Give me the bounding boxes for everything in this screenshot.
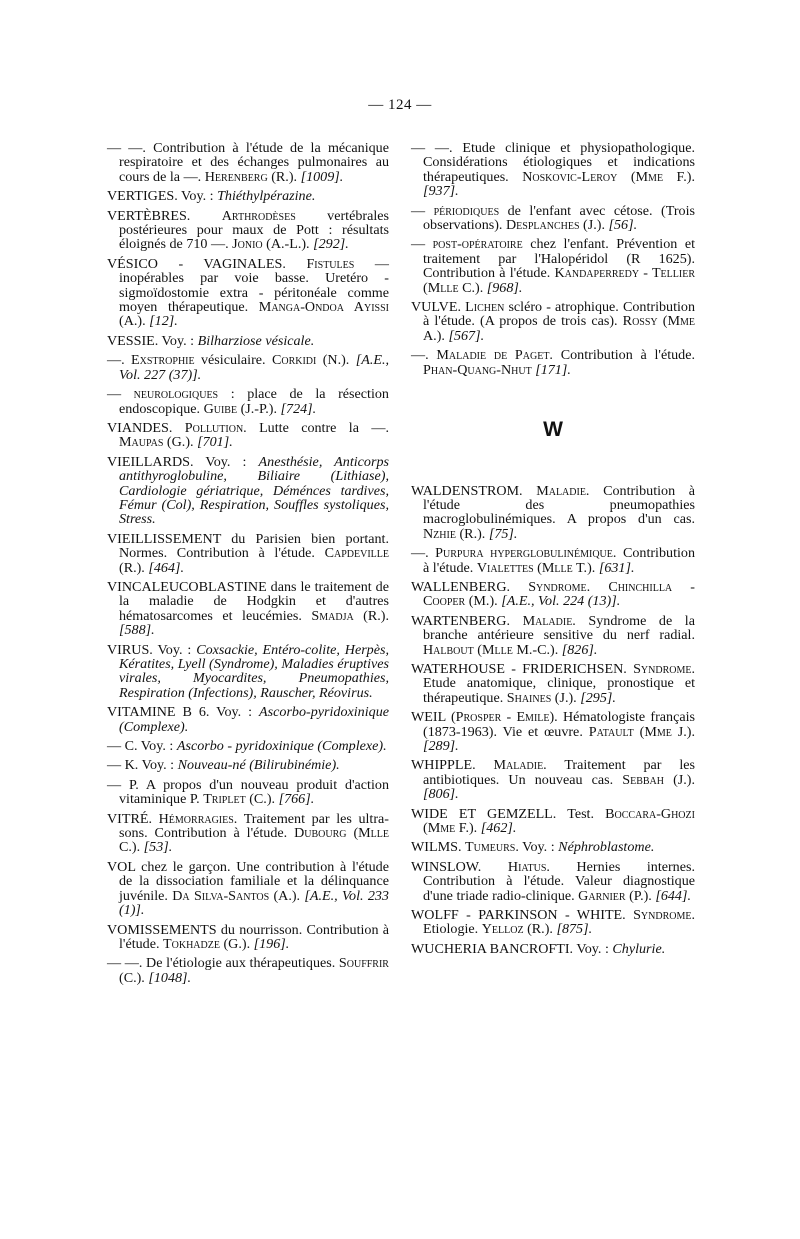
entry-author: Capdeville (R.). (119, 545, 389, 576)
entry-see-also: Nouveau-né (Bilirubinémie). (177, 757, 340, 774)
index-entry (411, 710, 695, 753)
index-entry (411, 141, 695, 199)
index-entry (107, 141, 389, 184)
entry-reference: [464]. (148, 559, 185, 576)
entry-text: — —. Contribution à l'étude de la mécanique respiratoire et des échanges pulmonaires au cours de la —. (107, 140, 389, 185)
entry-author: Phan-Quang-Nhut (423, 361, 532, 378)
entry-reference: [968]. (486, 279, 523, 296)
index-entry (411, 807, 695, 836)
entry-reference: [289]. (423, 738, 459, 754)
entry-author: Smadja (R.). (311, 607, 389, 624)
entry-text: — P. A propos d'un nouveau produit d'action vitaminique P. (107, 776, 389, 808)
entry-smallcaps: Exstrophie (131, 352, 195, 369)
entry-see-also: Néphroblastome. (558, 839, 655, 856)
entry-smallcaps: Pollution. (184, 419, 247, 436)
entry-reference: [567]. (448, 327, 485, 344)
entry-text: WILMS. (411, 839, 462, 856)
entry-reference: [1048]. (148, 969, 192, 986)
index-entry (411, 840, 695, 854)
entry-reference: [462]. (480, 820, 517, 837)
entry-reference: [292]. (313, 236, 349, 253)
entry-smallcaps: Syndrome. (528, 578, 591, 595)
index-entry (107, 812, 389, 855)
entry-text: WALLENBERG. (411, 578, 511, 595)
entry-see-also: Ascorbo - pyridoxinique (Complexe). (176, 738, 387, 755)
entry-see-also: Ascorbo-pyridoxinique (Complexe). (119, 704, 389, 735)
index-entry (107, 257, 389, 329)
index-entry (107, 705, 389, 734)
entry-reference: [826]. (561, 641, 598, 658)
entry-text: VERTÈBRES. (107, 207, 191, 224)
index-entry (107, 421, 389, 450)
index-entry (411, 614, 695, 657)
entry-text: VERTIGES. Voy. : (107, 188, 214, 205)
entry-text: — —. Etude clinique et physiopathologique. Considérations étiologiques et indications thérapeutiques. (411, 140, 695, 185)
entry-text: — (107, 386, 122, 403)
entry-smallcaps: Tumeurs. (465, 839, 519, 856)
entry-author: Souffrir (C.). (119, 955, 389, 986)
entry-smallcaps: Hiatus. (507, 858, 550, 875)
entry-text: WALDENSTROM. (411, 482, 523, 499)
entry-text: VIEILLARDS. Voy. : (107, 453, 247, 470)
index-entry (411, 860, 695, 903)
entry-author: Vialettes (Mlle T.). (476, 559, 596, 576)
entry-author: Dubourg (Mlle C.). (119, 825, 389, 856)
entry-smallcaps: Maladie. (536, 482, 590, 499)
entry-text-cont: vésiculaire. (201, 352, 266, 369)
entry-text: WEIL (411, 709, 446, 726)
index-entry (107, 758, 389, 772)
entry-text: VÉSICO - VAGINALES. (107, 255, 286, 272)
entry-author: Herenberg (R.). (204, 168, 298, 185)
entry-text: —. (411, 347, 429, 364)
entry-author: Boccara-Ghozi (Mme F.). (423, 805, 695, 837)
entry-see-also: Anesthésie, Anticorps antithyroglobuline, Biliaire (Lithiase), Cardiologie gériatrique, Déménces tardives, Fémur (Col), Respiration, Souffles systoliques, Stress. (119, 453, 389, 528)
entry-author: Tokhadze (G.). (163, 935, 251, 952)
index-entry (107, 209, 389, 252)
index-entry (411, 300, 695, 343)
entry-see-also: Chylurie. (612, 940, 666, 957)
index-entry (107, 334, 389, 348)
entry-text: — —. De l'étiologie aux thérapeutiques. (107, 955, 336, 972)
entry-text-cont: Etiologie. (423, 921, 479, 938)
entry-reference: [644]. (655, 887, 691, 904)
entry-author: Noskovic-Leroy (Mme F.). (522, 168, 695, 185)
entry-text: —. (411, 545, 429, 562)
entry-text-cont: chez l'enfant. Prévention et traitement par l'Halopéridol (R 1625). Contribution à l'étude. (423, 236, 695, 282)
index-entry (107, 455, 389, 527)
index-entry (411, 204, 695, 233)
entry-text: VIANDES. (107, 419, 173, 436)
entry-reference: [12]. (149, 313, 178, 330)
entry-text-cont: de l'enfant avec cétose. (Trois observations). (423, 202, 695, 234)
index-entry (411, 580, 695, 609)
entry-author: Guibe (J.-P.). (203, 400, 278, 417)
entry-smallcaps: Maladie. (522, 612, 576, 629)
entry-smallcaps: Lichen (465, 299, 505, 316)
entry-smallcaps: Syndrome. (633, 660, 695, 677)
entry-see-also: Coxsackie, Entéro-colite, Herpès, Kératites, Lyell (Syndrome), Maladies éruptives virales, Myocardites, Pneumopathies, Respiration (Infections), Rauscher, Réovirus. (119, 641, 389, 701)
entry-text-cont: Voy. : (522, 839, 555, 856)
index-entry (411, 546, 695, 575)
index-entry (107, 739, 389, 753)
entry-reference: [295]. (580, 689, 616, 706)
entry-author: Sebbah (J.). (622, 771, 695, 788)
entry-smallcaps: Maladie de Paget. (436, 347, 553, 364)
index-entry (107, 643, 389, 701)
index-entry (107, 860, 389, 918)
index-entry (107, 778, 389, 807)
entry-text: VITAMINE B 6. Voy. : (107, 704, 253, 721)
entry-text-cont: Contribution à l'étude des pneumopathies macroglobulinémiques. A propos d'un cas. (423, 482, 695, 528)
entry-smallcaps: Purpura hyperglobulinémique. (435, 545, 617, 562)
entry-author: Da Silva-Santos (A.). (172, 887, 301, 904)
right-column-bottom-entries (411, 484, 695, 957)
entry-author: Chinchilla - Cooper (M.). (423, 578, 695, 610)
entry-text: VINCALEUCOBLASTINE dans le traitement de la maladie de Hodgkin et d'autres hématosarcomes et leucémies. (107, 578, 389, 624)
index-entry (107, 956, 389, 985)
page-number: — 124 — (368, 97, 432, 113)
index-entry (411, 908, 695, 937)
entry-text-cont: Etude anatomique, clinique, pronostique et thérapeutique. (423, 675, 695, 706)
entry-author: Triplet (C.). (203, 791, 276, 808)
entry-text-cont: vertébrales postérieures pour maux de Pott : résultats éloignés de 710 —. (119, 207, 389, 253)
entry-reference: [766]. (278, 791, 315, 808)
entry-text: WINSLOW. (411, 858, 482, 875)
entry-author: Shaines (J.). (506, 689, 577, 706)
entry-text-cont: — inopérables par voie basse. Uretéro - sigmoïdostomie extra - péritonéale comme moyen thérapeutique. (119, 255, 389, 316)
entry-smallcaps: Maladie. (493, 757, 547, 774)
entry-text: VIEILLISSEMENT du Parisien bien portant. Normes. Contribution à l'étude. (107, 530, 389, 562)
entry-text: WOLFF - PARKINSON - WHITE. (411, 907, 626, 924)
entry-reference: [724]. (280, 400, 317, 417)
entry-reference: [631]. (598, 559, 635, 576)
entry-text-cont: Lutte contre la —. (259, 419, 389, 436)
entry-text: VOL chez le garçon. Une contribution à l'étude de la dissociation familiale et la délinquance juvénile. (107, 858, 389, 904)
left-column (107, 141, 389, 990)
entry-text-cont: Contribution à l'étude. (423, 545, 695, 576)
entry-text: WHIPPLE. (411, 757, 476, 774)
entry-text: VOMISSEMENTS du nourrisson. Contribution à l'étude. (107, 921, 389, 952)
entry-text-cont: Contribution à l'étude. (560, 347, 695, 364)
entry-text-cont: Syndrome de la branche antérieure sensitive du nerf radial. (423, 612, 695, 644)
entry-text: — (411, 236, 426, 253)
entry-author: Halbout (Mlle M.-C.). (423, 641, 559, 658)
entry-author: Rossy (Mme A.). (423, 313, 695, 344)
entry-text-cont: : place de la résection endoscopique. (119, 386, 389, 417)
entry-smallcaps: post-opératoire (432, 236, 523, 253)
entry-author: Yelloz (R.). (481, 921, 553, 938)
entry-reference: [171]. (535, 361, 571, 378)
entry-text: VITRÉ. (107, 810, 153, 827)
index-entry (107, 923, 389, 952)
right-column (411, 141, 695, 961)
entry-smallcaps: périodiques (433, 202, 500, 219)
index-entry (107, 353, 389, 382)
entry-text-cont: Traitement par les ultra-sons. Contribution à l'étude. (119, 810, 389, 842)
entry-reference: [1009]. (300, 168, 344, 185)
entry-reference: [875]. (556, 921, 593, 938)
index-entry (411, 484, 695, 542)
entry-text: —. (107, 352, 125, 369)
entry-smallcaps: Hémorragies. (158, 810, 238, 827)
index-entry (411, 237, 695, 295)
entry-text-cont: Hernies internes. Contribution à l'étude. Valeur diagnostique d'une triade radio-clinique. (423, 858, 695, 904)
entry-reference: [701]. (197, 434, 233, 451)
entry-author: Nzhie (R.). (423, 525, 486, 542)
index-entry (411, 348, 695, 377)
entry-smallcaps: (Prosper - Emile). (450, 709, 558, 726)
entry-author: Kandaperredy - Tellier (Mlle C.). (423, 265, 695, 296)
entry-reference: [A.E., Vol. 233 (1)]. (119, 887, 389, 919)
entry-author: Maupas (G.). (119, 434, 194, 451)
entry-reference: [56]. (608, 217, 638, 234)
entry-text: — C. Voy. : (107, 738, 174, 755)
entry-author: Corkidi (N.). (271, 352, 350, 369)
entry-text: VULVE. (411, 299, 461, 316)
entry-reference: [806]. (423, 786, 459, 803)
entry-author: Desplanches (J.). (506, 217, 605, 234)
entry-text-cont: scléro - atrophique. Contribution à l'étude. (A propos de trois cas). (423, 299, 696, 330)
entry-text: WUCHERIA BANCROFTI. Voy. : (411, 940, 609, 957)
entry-text: — (411, 202, 426, 219)
index-entry (411, 662, 695, 705)
index-entry (411, 758, 695, 801)
entry-reference: [53]. (143, 839, 173, 856)
entry-text: WATERHOUSE - FRIDERICHSEN. (411, 660, 627, 677)
entry-author: Manga-Ondoa Ayissi (A.). (119, 299, 389, 330)
entry-see-also: Bilharziose vésicale. (197, 332, 315, 349)
index-entry (107, 189, 389, 203)
entry-smallcaps: Syndrome. (633, 907, 695, 924)
entry-text: VIRUS. Voy. : (107, 641, 192, 658)
entry-reference: [75]. (488, 525, 518, 542)
entry-reference: [A.E., Vol. 224 (13)]. (501, 593, 621, 610)
entry-smallcaps: Arthrodèses (221, 207, 296, 224)
entry-author: Garnier (P.). (578, 887, 652, 904)
index-entry (107, 387, 389, 416)
entry-see-also: Thiéthylpérazine. (217, 188, 316, 205)
entry-text: VESSIE. Voy. : (107, 332, 195, 349)
entry-reference: [196]. (253, 935, 290, 952)
entry-text: — K. Voy. : (107, 757, 175, 774)
index-entry (107, 532, 389, 575)
entry-reference: [588]. (119, 622, 155, 639)
letter-heading: W (543, 418, 563, 442)
right-column-top-entries (411, 141, 695, 377)
index-entry (107, 580, 389, 638)
entry-smallcaps: neurologiques (133, 386, 219, 403)
entry-author: Jonio (A.-L.). (232, 236, 310, 253)
entry-text: WARTENBERG. (411, 612, 510, 629)
entry-author: Patault (Mme J.). (588, 723, 695, 740)
entry-text-cont: Hématologiste français (1873-1963). Vie et œuvre. (423, 709, 696, 740)
entry-reference: [937]. (423, 183, 459, 200)
index-entry (411, 942, 695, 956)
entry-reference: [A.E., Vol. 227 (37)]. (119, 352, 389, 383)
entry-text: WIDE ET GEMZELL. Test. (411, 805, 594, 822)
entry-smallcaps: Fistules (306, 255, 355, 272)
entry-text-cont: Traitement par les antibiotiques. Un nouveau cas. (423, 757, 695, 788)
